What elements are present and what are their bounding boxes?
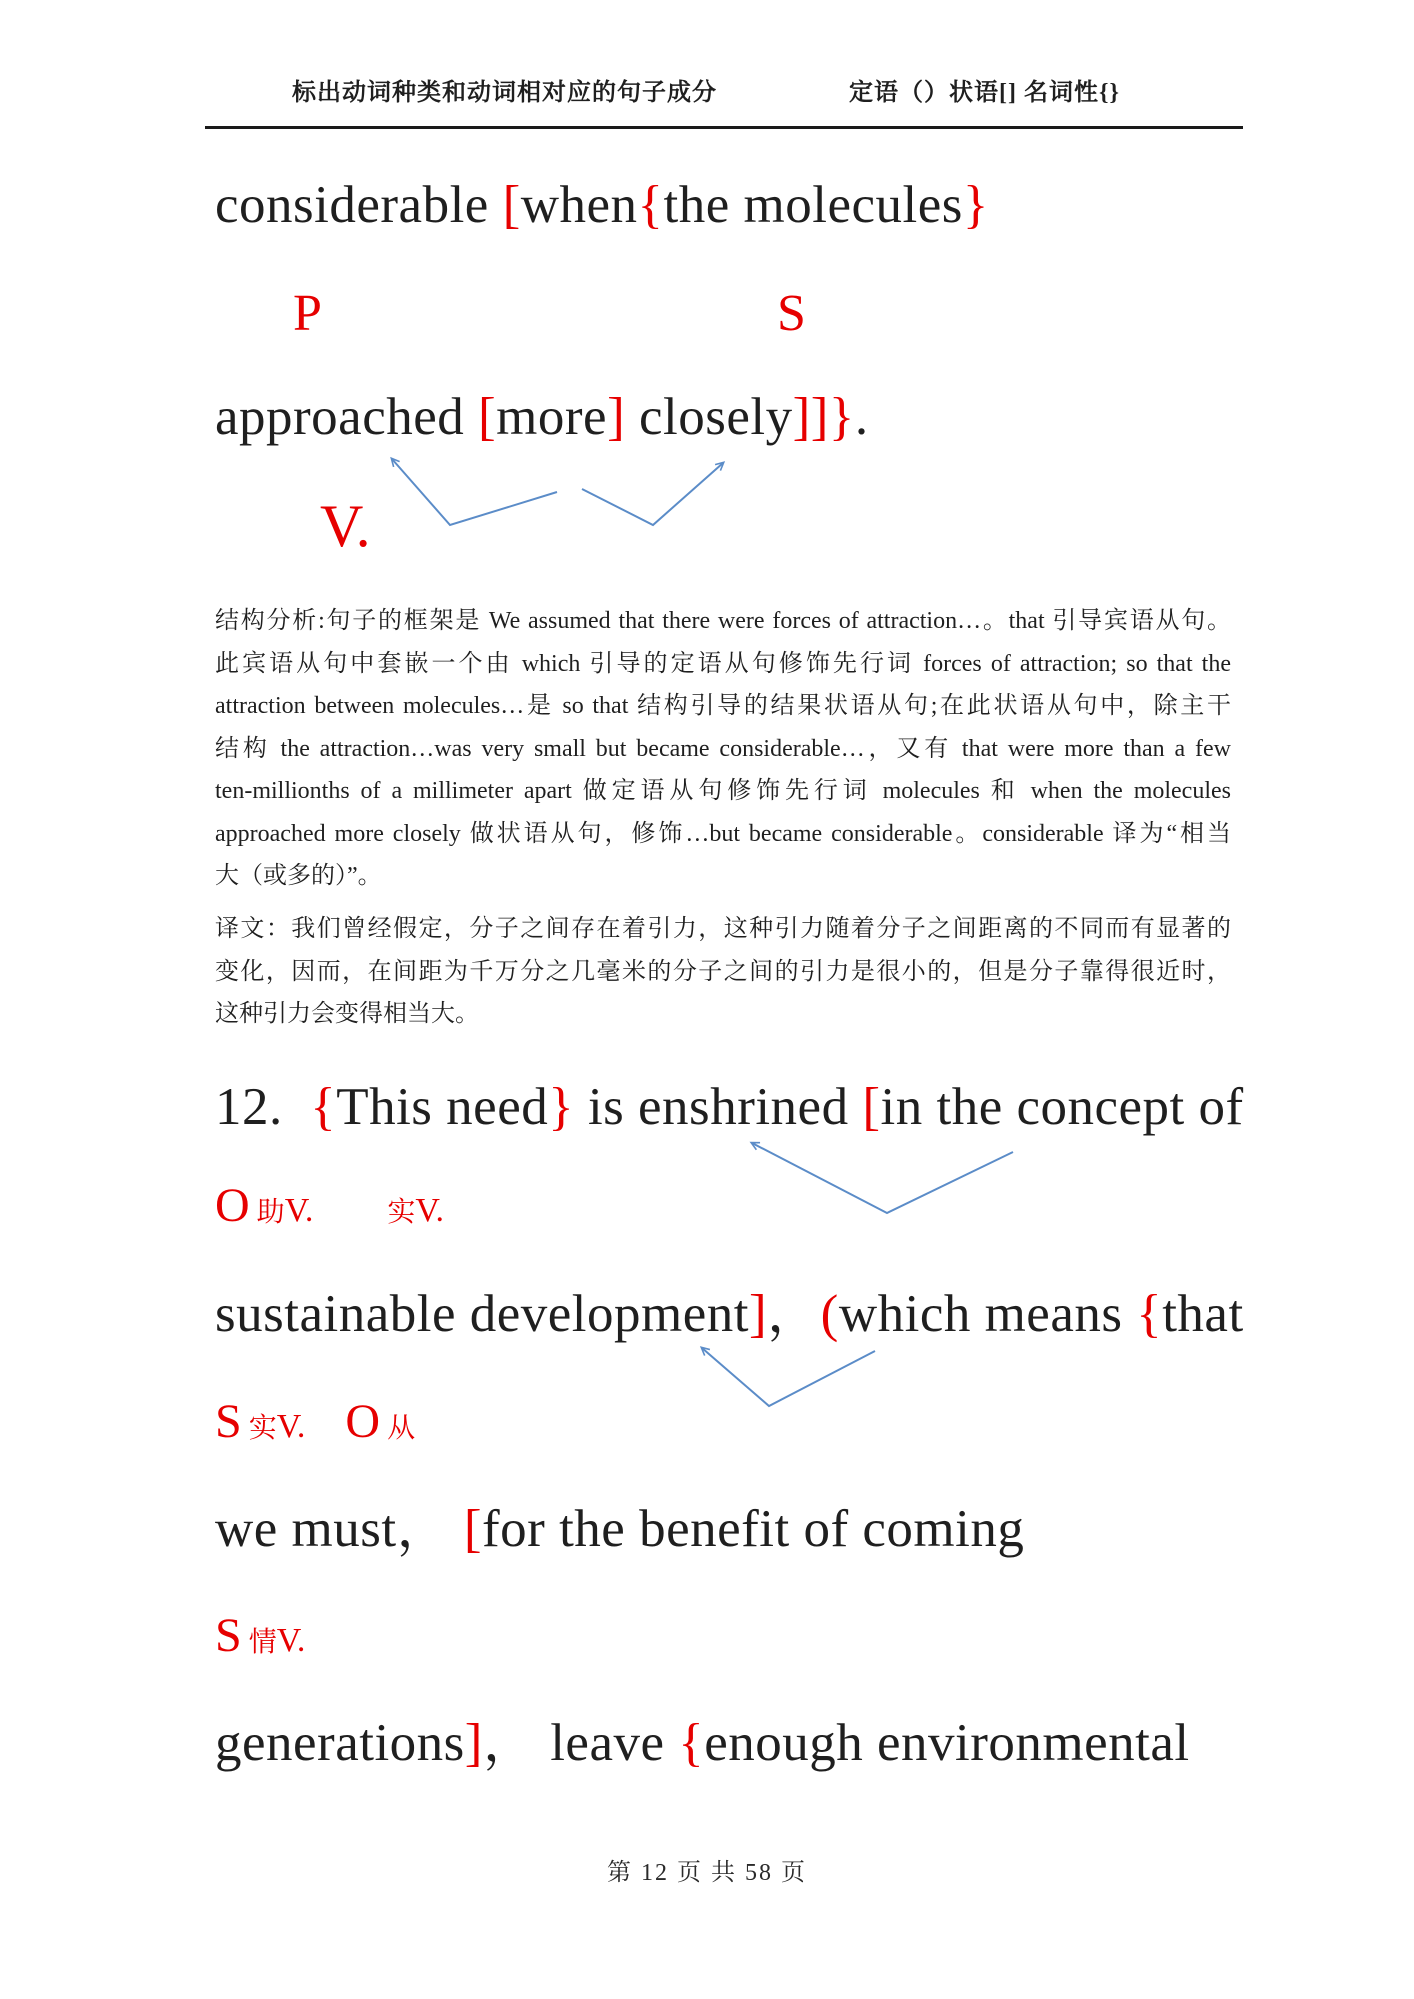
sentence12-label3	[215, 1609, 306, 1662]
text-segment: leave	[550, 1714, 679, 1772]
header-rule	[205, 126, 1243, 129]
text-segment: .	[854, 388, 869, 446]
text-segment: which means	[838, 1285, 1137, 1343]
label-verb-V: V.	[320, 493, 371, 559]
sentence12-label2	[215, 1395, 416, 1448]
text-segment: [	[478, 388, 497, 446]
analysis-line: 结构 the attraction…was very small but became considerable…，又有 that were more than a few	[215, 735, 1231, 762]
analysis-line: 此宾语从句中套嵌一个由 which 引导的定语从句修饰先行词 forces of attraction; so that the	[215, 650, 1231, 677]
text-segment: generations	[215, 1714, 465, 1772]
text-segment: {	[637, 176, 664, 234]
label-predicative-P: P	[293, 285, 322, 342]
analysis-paragraph	[215, 600, 1231, 898]
arrow-verb-to-approached	[392, 459, 557, 525]
text-segment: }	[962, 176, 989, 234]
footer-page-number: 第 12 页 共 58 页	[607, 1860, 807, 1886]
label-subject-S: S	[777, 285, 806, 342]
text-segment: 12.	[215, 1078, 311, 1136]
text-segment: O	[345, 1395, 381, 1448]
text-segment: {	[678, 1714, 705, 1772]
sentence11-line2	[215, 388, 869, 446]
text-segment: ]	[464, 1714, 483, 1772]
arrow-which-to-development	[702, 1348, 875, 1406]
text-segment: V.	[276, 1622, 306, 1659]
text-segment: closely	[625, 388, 793, 446]
header-left-title: 标出动词种类和动词相对应的句子成分	[292, 80, 717, 106]
sentence12-label1	[215, 1179, 445, 1232]
sentence12-line4	[215, 1714, 1190, 1772]
sentence11-line1	[215, 176, 989, 234]
arrow-concept-to-enshrined	[752, 1143, 1013, 1213]
text-segment: [	[502, 176, 521, 234]
text-segment: 实	[241, 1413, 277, 1444]
text-segment: the molecules	[663, 176, 963, 234]
text-segment: ，	[482, 1714, 551, 1772]
text-segment: approached	[215, 388, 478, 446]
text-segment: that	[1162, 1285, 1244, 1343]
text-segment: more	[496, 388, 608, 446]
text-segment: [	[463, 1500, 483, 1558]
text-segment: for the benefit of coming	[482, 1500, 1025, 1558]
header-right-legend: 定语（）状语[] 名词性{}	[849, 80, 1120, 106]
text-segment: in the concept of	[880, 1078, 1244, 1136]
sentence12-line1	[215, 1078, 1244, 1136]
text-segment: considerable	[215, 176, 503, 234]
text-segment: enough environmental	[704, 1714, 1190, 1772]
text-segment: ]]}	[792, 388, 855, 446]
text-segment: {	[310, 1078, 337, 1136]
sentence12-line3	[215, 1500, 1024, 1558]
text-segment: we must，	[215, 1500, 464, 1558]
text-segment: V.	[415, 1192, 445, 1229]
analysis-line: attraction between molecules…是 so that 结构引导的结果状语从句;在此状语从句中，除主干	[215, 693, 1231, 719]
text-segment: (	[820, 1285, 839, 1343]
analysis-line: 结构分析:句子的框架是 We assumed that there were forces of attraction…。that 引导宾语从句。	[215, 608, 1231, 634]
text-segment: V.	[284, 1192, 314, 1229]
text-segment: {	[1136, 1285, 1163, 1343]
text-segment: O	[215, 1179, 250, 1232]
text-segment: 从	[380, 1413, 416, 1444]
text-segment: sustainable development	[215, 1285, 749, 1343]
text-segment: ]	[607, 388, 626, 446]
text-segment: 实	[387, 1197, 416, 1228]
text-segment: S	[215, 1609, 242, 1662]
analysis-line: 大（或多的）”。	[215, 863, 382, 889]
sentence12-line2	[215, 1285, 1244, 1343]
arrow-verb-to-closely	[582, 463, 723, 525]
text-segment: 情	[241, 1627, 277, 1658]
text-segment: ]	[749, 1285, 768, 1343]
text-segment: when	[520, 176, 638, 234]
analysis-line: ten-millionths of a millimeter apart 做定语从句修饰先行词 molecules 和 when the molecules	[215, 778, 1231, 804]
translation-paragraph	[215, 908, 1231, 1036]
text-segment: This need	[336, 1078, 549, 1136]
analysis-line: approached more closely 做状语从句，修饰…but became considerable。considerable 译为“相当	[215, 820, 1231, 847]
translation-line: 这种引力会变得相当大。	[215, 1001, 479, 1027]
translation-line: 译文：我们曾经假定，分子之间存在着引力，这种引力随着分子之间距离的不同而有显著的	[215, 916, 1231, 942]
text-segment: [	[862, 1078, 881, 1136]
text-segment: S	[215, 1395, 242, 1448]
text-segment: V.	[276, 1408, 306, 1445]
text-segment: }	[548, 1078, 575, 1136]
translation-line: 变化，因而，在间距为千万分之几毫米的分子之间的引力是很小的，但是分子靠得很近时，	[215, 958, 1231, 985]
text-segment: ，	[767, 1285, 821, 1343]
text-segment: 助	[249, 1197, 285, 1228]
text-segment: is enshrined	[574, 1078, 863, 1136]
